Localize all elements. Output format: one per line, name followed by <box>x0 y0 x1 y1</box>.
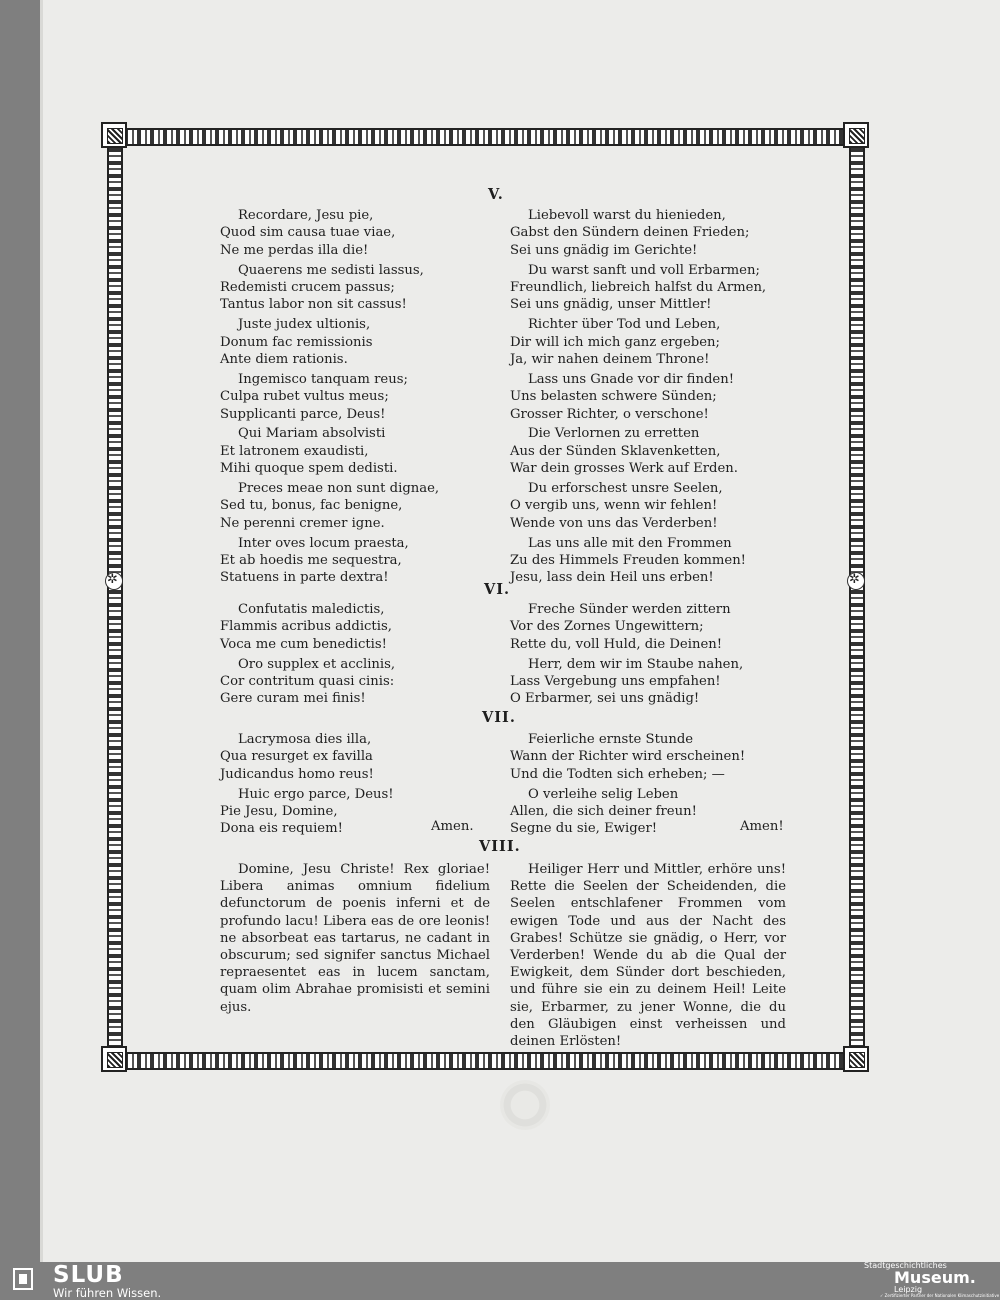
latin-prose-viii <box>220 861 490 1016</box>
corner-ornament-icon <box>101 1046 127 1072</box>
stanza <box>510 371 766 423</box>
stanza <box>220 207 439 259</box>
section-heading-v: V. <box>488 186 504 203</box>
verse-line: Juste judex ultionis, <box>238 317 371 333</box>
stanza <box>510 656 743 708</box>
latin-column-vi <box>220 601 395 710</box>
slub-tagline: Wir führen Wissen. <box>53 1286 162 1300</box>
section-heading-vi: VI. <box>484 581 511 598</box>
verse-line: Las uns alle mit den Frommen <box>528 535 732 551</box>
verse-line: Judicandus homo reus! <box>220 766 374 782</box>
verse-line: Donum fac remissionis <box>220 334 373 350</box>
verse-line: Ja, wir nahen deinem Throne! <box>510 352 710 368</box>
stanza <box>510 207 766 259</box>
verse-line: Culpa rubet vultus meus; <box>220 389 389 405</box>
stanza <box>510 731 745 783</box>
rosette-icon <box>847 572 865 590</box>
latin-column-v <box>220 207 439 589</box>
verse-line: Du warst sanft und voll Erbarmen; <box>528 262 760 278</box>
verse-line: Flammis acribus addictis, <box>220 619 392 635</box>
verse-line: Gabst den Sündern deinen Frieden; <box>510 225 750 241</box>
verse-line: Cor contritum quasi cinis: <box>220 674 395 690</box>
verse-line: Supplicanti parce, Deus! <box>220 406 386 422</box>
verse-line: Herr, dem wir im Staube nahen, <box>528 656 744 672</box>
verse-line: Voca me cum benedictis! <box>220 636 387 652</box>
verse-line: Wann der Richter wird erscheinen! <box>510 749 746 765</box>
verse-line: Ne perenni cremer igne. <box>220 515 385 531</box>
verse-line: Statuens in parte dextra! <box>220 570 389 586</box>
corner-ornament-icon <box>843 1046 869 1072</box>
verse-line: Qui Mariam absolvisti <box>238 426 386 442</box>
stanza <box>220 786 394 838</box>
verse-line: Jesu, lass dein Heil uns erben! <box>510 570 714 586</box>
border-top <box>121 128 849 146</box>
verse-line: Lass uns Gnade vor dir finden! <box>528 371 734 387</box>
museum-label-city: Leipzig <box>894 1285 923 1294</box>
section-heading-vii: VII. <box>482 709 516 726</box>
stanza <box>220 731 394 783</box>
museum-label-name: Museum. <box>894 1268 976 1287</box>
verse-line: O verleihe selig Leben <box>528 786 679 802</box>
latin-prose-text: Domine, Jesu Christe! Rex gloriae! Libera animas omnium fidelium defunctorum de poenis inferni et de profundo lacu! Libera eas de ore leonis! ne absorbeat eas tartarus, ne cadant in obscurum; sed signifer sanctus Michael repraesentet eas in lucem sanctam, quam olim Abrahae promisisti et semini ejus. <box>220 862 490 1015</box>
verse-line: Quod sim causa tuae viae, <box>220 225 396 241</box>
verse-line: Qua resurget ex favilla <box>220 749 373 765</box>
verse-line: Tantus labor non sit cassus! <box>220 297 407 313</box>
verse-line: Gere curam mei finis! <box>220 691 366 707</box>
slub-logo-text: SLUB <box>53 1262 124 1288</box>
verse-line: Liebevoll warst du hienieden, <box>528 208 726 223</box>
verse-line: Uns belasten schwere Sünden; <box>510 389 717 405</box>
verse-line: Sed tu, bonus, fac benigne, <box>220 498 403 514</box>
verse-line: Lass Vergebung uns empfahen! <box>510 674 721 690</box>
rosette-icon <box>105 572 123 590</box>
verse-line: Und die Todten sich erheben; — <box>510 766 725 782</box>
german-prose-viii <box>510 861 786 1050</box>
verse-line: Freche Sünder werden zittern <box>528 602 731 617</box>
stanza <box>510 535 766 587</box>
verse-line: Feierliche ernste Stunde <box>528 732 694 747</box>
verse-line: Rette du, voll Huld, die Deinen! <box>510 636 723 652</box>
verse-line: Quaerens me sedisti lassus, <box>238 262 424 278</box>
verse-line: Wende von uns das Verderben! <box>510 515 718 531</box>
border-left <box>107 144 123 1052</box>
stanza <box>220 371 439 423</box>
verse-line: Sei uns gnädig im Gerichte! <box>510 242 698 258</box>
verse-line: War dein grosses Werk auf Erden. <box>510 461 738 477</box>
slub-logo-icon <box>13 1268 33 1290</box>
section-heading-viii: VIII. <box>479 838 521 855</box>
border-bottom <box>121 1052 849 1070</box>
stanza <box>220 316 439 368</box>
stanza <box>510 262 766 314</box>
german-column-vii <box>510 731 745 840</box>
stanza <box>510 480 766 532</box>
stanza <box>510 316 766 368</box>
verse-line: Lacrymosa dies illa, <box>238 732 372 747</box>
verse-line: Sei uns gnädig, unser Mittler! <box>510 297 712 313</box>
stanza <box>220 535 439 587</box>
verse-line: Inter oves locum praesta, <box>238 535 409 551</box>
stanza <box>220 425 439 477</box>
verse-line: Dir will ich mich ganz ergeben; <box>510 334 720 350</box>
verse-line: Allen, die sich deiner freun! <box>510 804 697 820</box>
verse-line: Grosser Richter, o verschone! <box>510 406 709 422</box>
verse-line: Richter über Tod und Leben, <box>528 317 721 333</box>
stanza <box>220 601 395 653</box>
museum-label-note: ✓ Zertifizierter Partner der Nationalen Klimaschutzinitiative <box>880 1293 1000 1298</box>
amen-german: Amen! <box>740 819 784 834</box>
verse-line: Du erforschest unsre Seelen, <box>528 481 723 497</box>
verse-line: Segne du sie, Ewiger! <box>510 821 658 837</box>
verse-line: Et ab hoedis me sequestra, <box>220 553 402 569</box>
verse-line: Huic ergo parce, Deus! <box>238 786 394 802</box>
verse-line: O Erbarmer, sei uns gnädig! <box>510 691 700 707</box>
verse-line: Aus der Sünden Sklavenketten, <box>510 443 721 459</box>
latin-column-vii <box>220 731 394 840</box>
museum-label-pre: Stadtgeschichtliches <box>864 1261 947 1270</box>
verse-line: Recordare, Jesu pie, <box>238 208 374 223</box>
verse-line: Freundlich, liebreich halfst du Armen, <box>510 280 767 296</box>
verse-line: Preces meae non sunt dignae, <box>238 481 440 497</box>
verse-line: Vor des Zornes Ungewittern; <box>510 619 704 635</box>
german-prose-text: Heiliger Herr und Mittler, erhöre uns! Rette die Seelen der Scheidenden, die Seelen entschlafener Frommen vom ewigen Tode und aus der Nacht des Grabes! Schütze sie gnädig, o Herr, vor Verderben! Wende du ab die Qual der Ewigkeit, dem Sünder dort beschieden, und führe sie ein zu deinem Heil! Leite sie, Erbarmer, zu jener Wonne, die du den Gläubigen einst verheissen und deinen Erlösten! <box>510 862 786 1050</box>
verse-line: Dona eis requiem! <box>220 821 343 837</box>
verse-line: Ante diem rationis. <box>220 352 348 368</box>
verse-line: Pie Jesu, Domine, <box>220 804 338 820</box>
verse-line: Ingemisco tanquam reus; <box>238 371 408 387</box>
stanza <box>220 656 395 708</box>
verse-line: Oro supplex et acclinis, <box>238 656 396 672</box>
embossed-stamp <box>500 1080 550 1130</box>
stanza <box>510 601 743 653</box>
verse-line: Ne me perdas illa die! <box>220 242 369 258</box>
amen-latin: Amen. <box>431 819 474 834</box>
verse-line: Confutatis maledictis, <box>238 602 385 617</box>
verse-line: Redemisti crucem passus; <box>220 280 395 296</box>
stanza <box>510 786 745 838</box>
verse-line: O vergib uns, wenn wir fehlen! <box>510 498 718 514</box>
page-fold <box>40 0 43 1262</box>
corner-ornament-icon <box>843 122 869 148</box>
german-column-vi <box>510 601 743 710</box>
verse-line: Et latronem exaudisti, <box>220 443 369 459</box>
stanza <box>220 262 439 314</box>
german-column-v <box>510 207 766 589</box>
border-right <box>849 144 865 1052</box>
stanza <box>220 480 439 532</box>
verse-line: Zu des Himmels Freuden kommen! <box>510 553 746 569</box>
verse-line: Die Verlornen zu erretten <box>528 426 700 442</box>
stanza <box>510 425 766 477</box>
verse-line: Mihi quoque spem dedisti. <box>220 461 398 477</box>
corner-ornament-icon <box>101 122 127 148</box>
